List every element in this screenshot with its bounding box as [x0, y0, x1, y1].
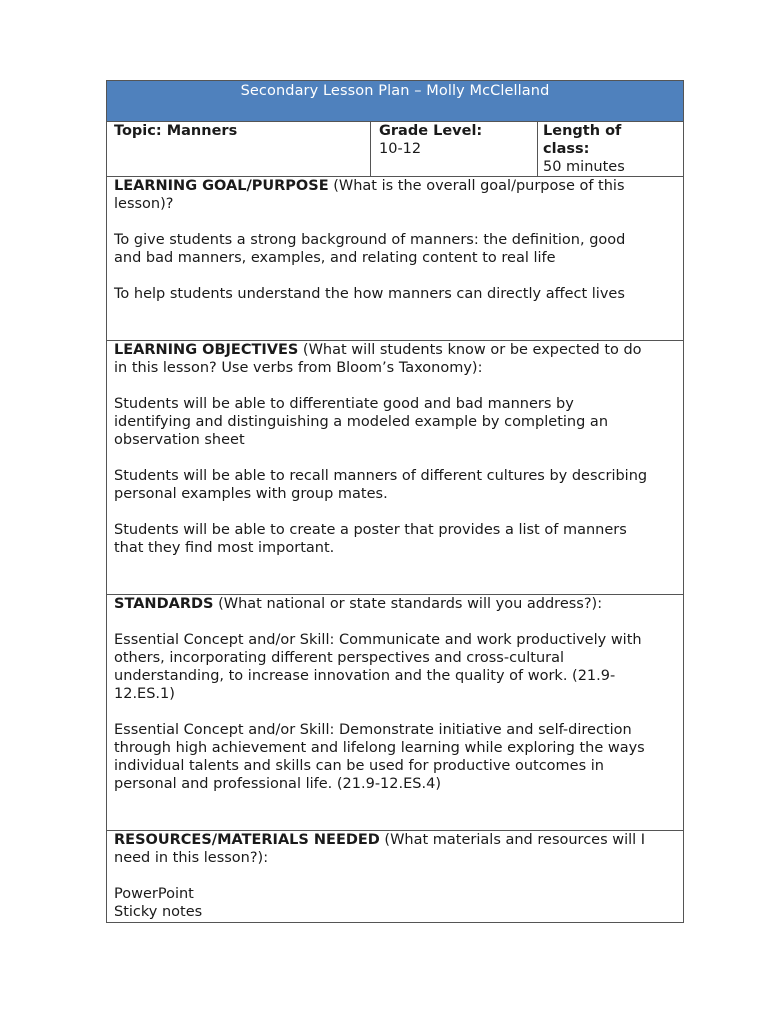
resources-prompt: (What materials and resources will I [379, 832, 646, 848]
standards-heading: STANDARDS [114, 596, 214, 612]
info-row [107, 122, 683, 177]
class-length-value: 50 minutes [543, 159, 625, 175]
resources-prompt-cont: need in this lesson?): [114, 850, 269, 866]
lesson-plan-table [106, 80, 684, 923]
objective-line: observation sheet [114, 432, 245, 448]
objective-line: Students will be able to create a poster that provides a list of manners [114, 522, 627, 538]
standard-line: others, incorporating different perspectives and cross-cultural [114, 650, 565, 666]
learning-objectives-prompt-cont: in this lesson? Use verbs from Bloom’s Taxonomy): [114, 360, 483, 376]
standard-line: through high achievement and lifelong learning while exploring the ways [114, 740, 645, 756]
standard-line: understanding, to increase innovation and the quality of work. (21.9- [114, 668, 616, 684]
standard-line: Essential Concept and/or Skill: Demonstrate initiative and self-direction [114, 722, 632, 738]
goal-text-line: To give students a strong background of manners: the definition, good [114, 232, 626, 248]
learning-goal-section [107, 177, 683, 341]
class-length-label-line1: Length of [543, 123, 622, 139]
resources-heading: RESOURCES/MATERIALS NEEDED [114, 832, 380, 848]
objective-line: personal examples with group mates. [114, 486, 388, 502]
resource-item: Sticky notes [114, 904, 203, 920]
grade-level-label: Grade Level: [379, 123, 483, 139]
standard-line: 12.ES.1) [114, 686, 175, 702]
grade-level-cell [371, 122, 538, 176]
learning-goal-prompt: (What is the overall goal/purpose of this [328, 178, 625, 194]
learning-goal-heading: LEARNING GOAL/PURPOSE [114, 178, 329, 194]
class-length-label-line2: class: [543, 141, 590, 157]
class-length-cell [538, 122, 683, 176]
standard-line: individual talents and skills can be used for productive outcomes in [114, 758, 604, 774]
document-title: Secondary Lesson Plan – Molly McClelland [107, 81, 683, 122]
learning-objectives-heading: LEARNING OBJECTIVES [114, 342, 299, 358]
standard-line: personal and professional life. (21.9-12.ES.4) [114, 776, 441, 792]
objective-line: Students will be able to differentiate good and bad manners by [114, 396, 574, 412]
resources-section [107, 831, 683, 922]
learning-objectives-section [107, 341, 683, 595]
objective-line: that they find most important. [114, 540, 335, 556]
objective-line: identifying and distinguishing a modeled example by completing an [114, 414, 609, 430]
resource-item: PowerPoint [114, 886, 194, 902]
grade-level-value: 10-12 [379, 141, 422, 157]
standard-line: Essential Concept and/or Skill: Communicate and work productively with [114, 632, 642, 648]
standards-section [107, 595, 683, 831]
objective-line: Students will be able to recall manners of different cultures by describing [114, 468, 648, 484]
topic-cell [107, 122, 371, 176]
learning-goal-prompt-cont: lesson)? [114, 196, 174, 212]
learning-objectives-prompt: (What will students know or be expected to do [298, 342, 642, 358]
goal-text-line: To help students understand the how manners can directly affect lives [114, 286, 625, 302]
goal-text-line: and bad manners, examples, and relating content to real life [114, 250, 556, 266]
standards-prompt: (What national or state standards will you address?): [213, 596, 603, 612]
topic-label: Topic: Manners [114, 123, 238, 139]
